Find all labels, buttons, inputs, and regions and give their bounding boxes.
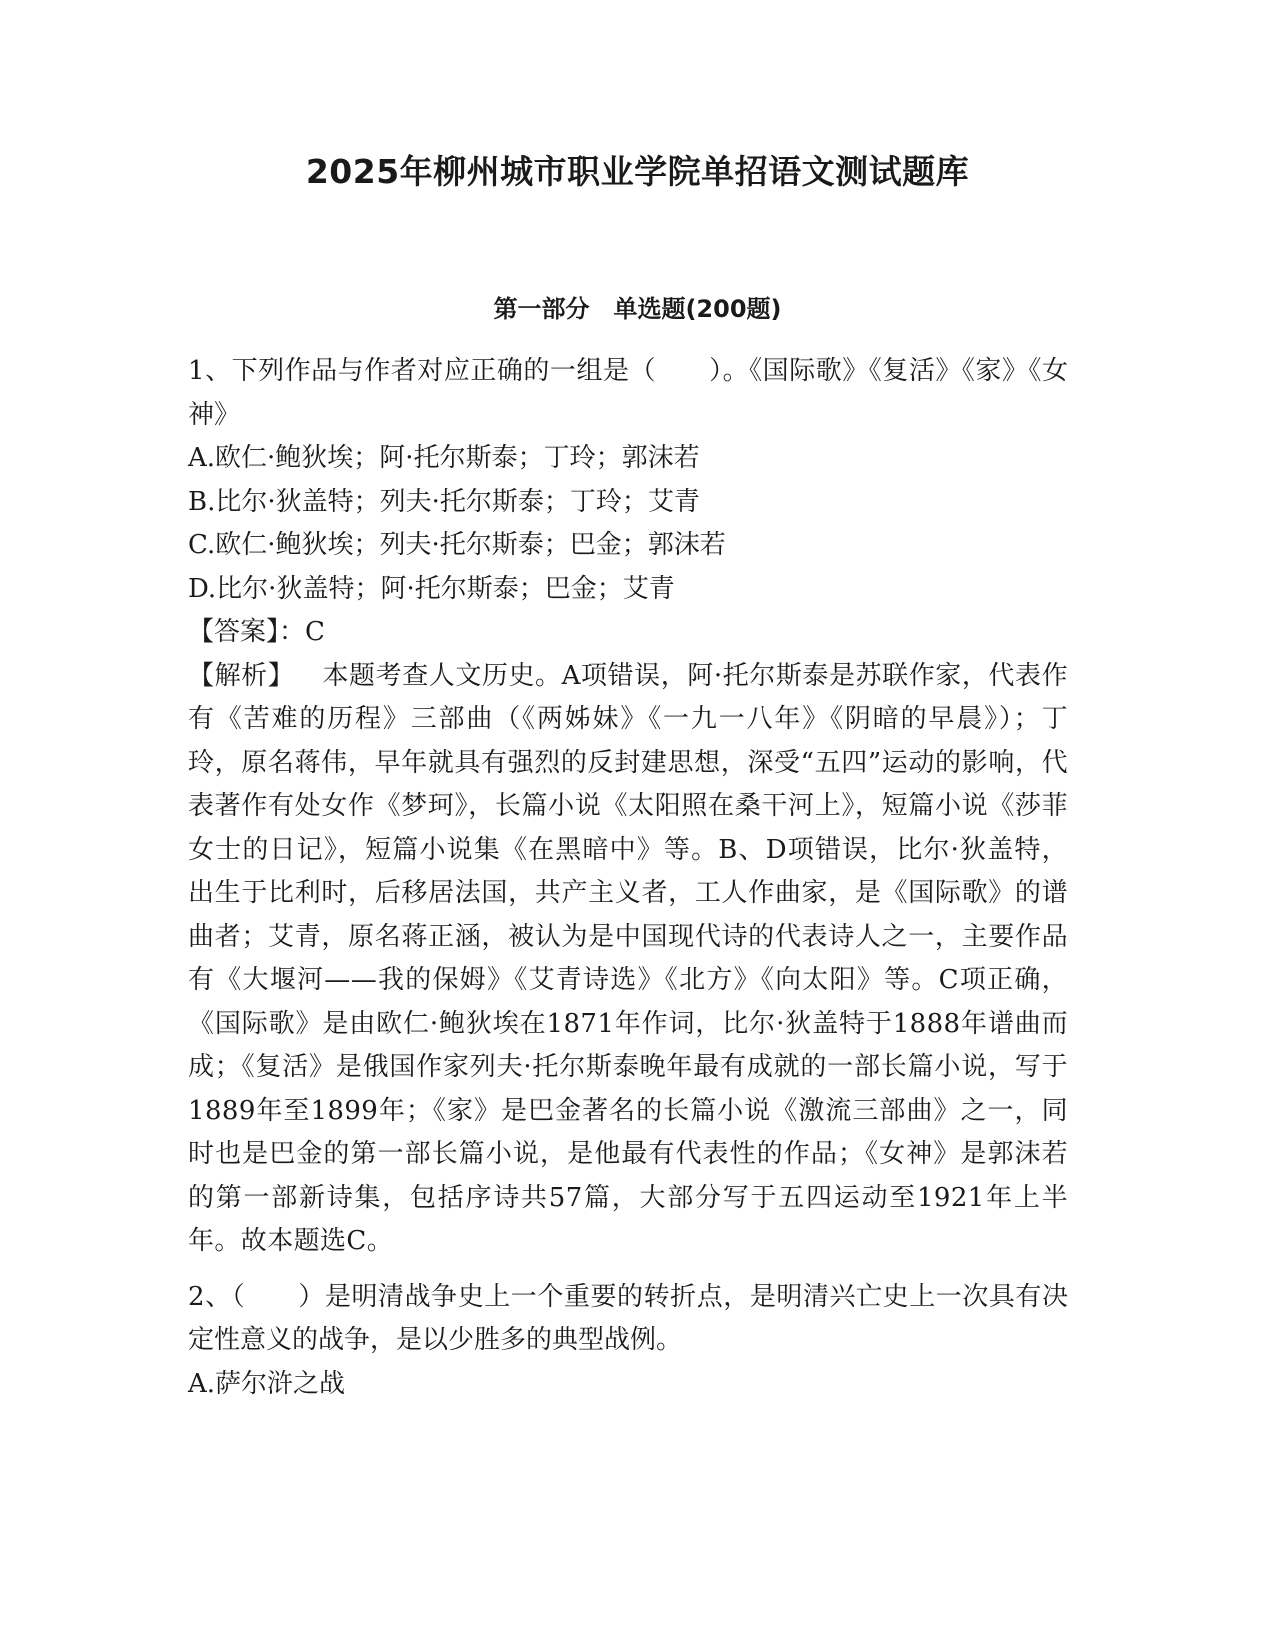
answer-separator: ： — [279, 617, 306, 647]
analysis-label: 【解析】 — [188, 660, 295, 691]
question-list — [188, 350, 1068, 1406]
option-b: B.比尔·狄盖特；列夫·托尔斯泰；丁玲；艾青 — [188, 486, 700, 517]
question-stem: 2、（ ）是明清战争史上一个重要的转折点，是明清兴亡史上一次具有决定性意义的战争，是以少胜多的典型战例。 — [188, 1281, 1068, 1355]
question-1 — [188, 350, 1068, 1264]
option-d: D.比尔·狄盖特；阿·托尔斯泰；巴金；艾青 — [188, 573, 675, 604]
option-a: A.欧仁·鲍狄埃；阿·托尔斯泰；丁玲；郭沫若 — [188, 443, 700, 473]
document-title: 2025年柳州城市职业学院单招语文测试题库 — [305, 152, 970, 191]
question-2 — [188, 1276, 1068, 1407]
option-c: C.欧仁·鲍狄埃；列夫·托尔斯泰；巴金；郭沫若 — [188, 530, 726, 560]
section-title: 第一部分 单选题(200题) — [493, 295, 782, 323]
analysis-paragraph — [188, 655, 1068, 1264]
question-stem: 1、下列作品与作者对应正确的一组是（ ）。《国际歌》《复活》《家》《女神》 — [188, 356, 1068, 430]
option-a: A.萨尔浒之战 — [188, 1368, 346, 1399]
answer-value: C — [305, 617, 325, 647]
answer-line — [188, 611, 1068, 655]
answer-label: 【答案】 — [188, 617, 280, 647]
analysis-text: 本题考查人文历史。A项错误，阿·托尔斯泰是苏联作家，代表作有《苦难的历程》三部曲（《两姊妹》《一九一八年》《阴暗的早晨》）；丁玲，原名蒋伟，早年就具有强烈的反封建思想，深受“五四”运动的影响，代表著作有处女作《梦珂》，长篇小说《太阳照在桑干河上》，短篇小说《莎菲女士的日记》，短篇小说集《在黑暗中》等。B、D项错误，比尔·狄盖特，出生于比利时，后移居法国，共产主义者，工人作曲家，是《国际歌》的谱曲者；艾青，原名蒋正涵，被认为是中国现代诗的代表诗人之一，主要作品有《大堰河——我的保姆》《艾青诗选》《北方》《向太阳》等。C项正确，《国际歌》是由欧仁·鲍狄埃在1871年作词，比尔·狄盖特于1888年谱曲而成；《复活》是俄国作家列夫·托尔斯泰晚年最有成就的一部长篇小说，写于1889年至1899年；《家》是巴金著名的长篇小说《激流三部曲》之一，同时也是巴金的第一部长篇小说，是他最有代表性的作品；《女神》是郭沫若的第一部新诗集，包括序诗共57篇，大部分写于五四运动至1921年上半年。故本题选C。 — [188, 660, 1068, 1256]
